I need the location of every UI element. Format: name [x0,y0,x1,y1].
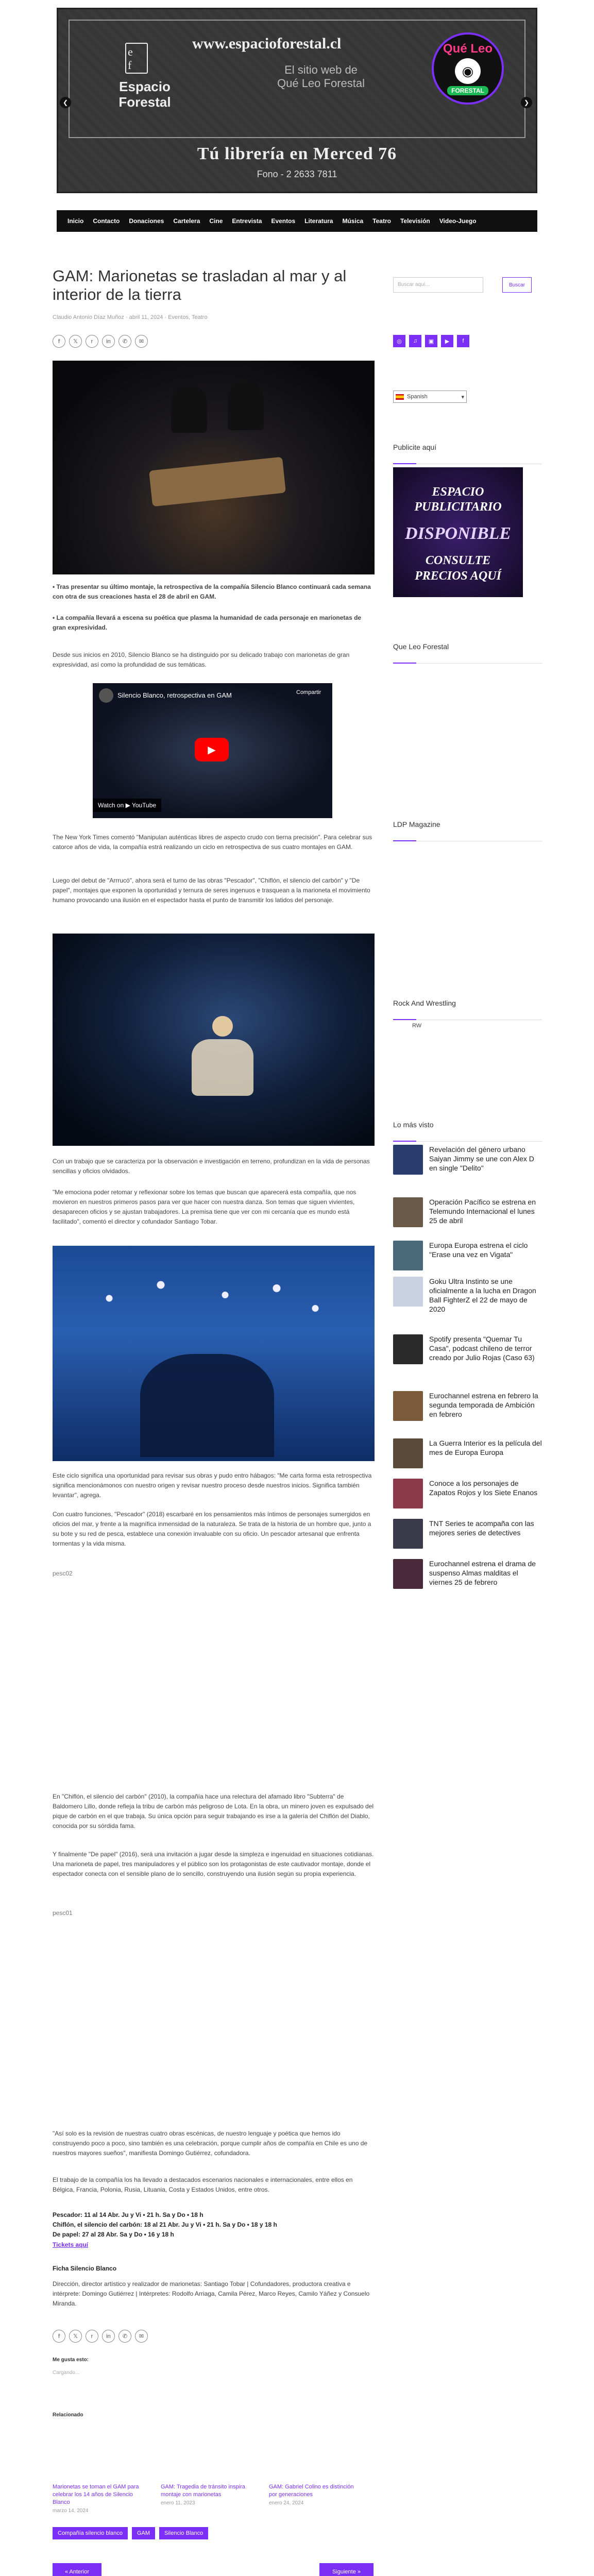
article-photo-birds [53,1246,375,1461]
banner-phone: Fono - 2 2633 7811 [257,169,337,179]
most-viewed-item[interactable] [393,1519,542,1549]
related-post-title[interactable]: Marionetas se toman el GAM para celebrar los 14 años de Silencio Blanco [53,2484,139,2505]
site-logo [114,79,176,110]
que-leo-badge [432,32,504,105]
ad-line: ESPACIO [432,485,484,499]
most-viewed-item[interactable] [393,1438,542,1468]
carousel-next-icon[interactable]: ❯ [521,97,532,108]
paragraph: Este ciclo significa una oportunidad para revisar sus obras y pudo entro hábagos: "Me carta forma esta retrospectiva significa mencionámonos con nuestro origen y revisar nuestro proceso desde nuestros inicios. Significa también levantar", agrega. [53,1472,372,1499]
whatsapp-icon[interactable]: ✆ [118,335,131,348]
previous-post-button[interactable]: « Anterior [53,2563,101,2576]
paragraph: Desde sus inicios en 2010, Silencio Blanco se ha distinguido por su delicado trabajo con marionetas de gran expresividad, así como la profundidad de sus temáticas. [53,651,350,668]
facebook-icon[interactable]: f [53,335,65,348]
post-thumbnail [393,1438,423,1468]
most-viewed-item[interactable] [393,1334,542,1364]
share-buttons-bottom [53,2330,148,2343]
ad-line: PUBLICITARIO [414,500,502,514]
post-thumbnail [393,1559,423,1589]
ad-banner[interactable] [393,467,523,597]
eye-icon: ◉ [455,58,481,84]
reddit-icon[interactable]: r [86,335,98,348]
most-viewed-item[interactable] [393,1479,542,1509]
likes-loading: Cargando... [53,2370,80,2376]
nav-item[interactable]: Entrevista [232,217,262,225]
boat-prop [149,457,286,507]
puppet-body [192,1039,253,1096]
most-viewed-item[interactable] [393,1559,542,1589]
most-viewed-item[interactable] [393,1391,542,1421]
youtube-icon[interactable]: ▶ [441,335,453,347]
post-thumbnail [393,1277,423,1307]
nav-item[interactable]: Literatura [304,217,333,225]
paragraph: "Así solo es la revisión de nuestras cuatro obras escénicas, de nuestro lenguaje y poética que hemos ido construyendo poco a poco, sino también es una celebración, porque cumplir años de compañía en Chile es uno de nuestros mayores sueños", manifiesta Domingo Gutiérrez, cofundadora. [53,2130,368,2157]
logo-line-2: Forestal [118,94,171,110]
nav-item[interactable]: Contacto [93,217,120,225]
email-icon[interactable]: ✉ [135,335,148,348]
post-thumbnail [393,1145,423,1175]
youtube-video-embed[interactable] [93,683,332,818]
post-title[interactable]: Goku Ultra Instinto se une oficialmente a la lucha en Dragon Ball FighterZ el 22 de mayo de 2020 [429,1277,536,1313]
nav-item[interactable]: Televisión [400,217,430,225]
email-icon[interactable]: ✉ [135,2330,148,2343]
facebook-icon[interactable]: f [53,2330,65,2343]
nav-item[interactable]: Teatro [372,217,391,225]
post-title[interactable]: Conoce a los personajes de Zapatos Rojos y los Siete Enanos [429,1479,538,1497]
article-title: GAM: Marionetas se trasladan al mar y al interior de la tierra [53,267,347,303]
search-placeholder: Buscar aquí... [398,282,430,287]
post-title[interactable]: Europa Europa estrena el ciclo "Erase una vez en Vigata" [429,1241,528,1259]
ad-line: DISPONIBLE [405,524,511,543]
post-thumbnail [393,1334,423,1364]
post-title[interactable]: La Guerra Interior es la película del mes de Europa Europa [429,1439,542,1456]
related-post[interactable] [269,2483,362,2506]
widget-title: Publicite aquí [393,443,542,464]
paragraph: El trabajo de la compañía los ha llevado a destacados escenarios nacionales e internacionales, entre ellos en Bélgica, Francia, Polonia, Rusia, Lituania, Costa y Estados Unidos, entre otros. [53,2176,353,2193]
banner-tagline: Tú librería en Merced 76 [197,144,397,163]
most-viewed-item[interactable] [393,1197,542,1227]
puppeteer-figure [228,381,264,430]
paragraph: Con cuatro funciones, "Pescador" (2018) escarbaré en los pensamientos más íntimos de personajes sumergidos en oficios del mar, y frente a la magnífica inmensidad de la naturaleza. Se trata de la historia de un hombre que, junto a su bote y su red de pesca, establece una conexión invaluable con su oficio. Un pescador artesanal que enfrenta tormentas y la vida misma. [53,1511,371,1547]
twitter-icon[interactable]: 𝕏 [69,335,82,348]
post-thumbnail [393,1241,423,1270]
post-title[interactable]: Eurochannel estrena el drama de suspenso Almas malditas el viernes 25 de febrero [429,1560,536,1586]
article-meta: Claudio Antonio Díaz Muñoz · abril 11, 2024 · Eventos, Teatro [53,314,208,320]
image-caption: pesc01 [53,1909,73,1917]
schedule-chiflon: Chiflón, el silencio del carbón: 18 al 21 Abr. Ju y Vi • 21 h. Sa y Do • 18 y 18 h [53,2221,277,2228]
play-icon[interactable]: ▶ [195,738,229,761]
tag-link[interactable]: Compañía silencio blanco [53,2527,128,2539]
nav-item[interactable]: Cartelera [173,217,200,225]
channel-avatar [99,688,113,703]
tag-link[interactable]: Silencio Blanco [159,2527,208,2539]
instagram-icon[interactable]: ◎ [393,335,405,347]
widget-title: LDP Magazine [393,820,542,841]
related-post-date: marzo 14, 2024 [53,2508,89,2514]
badge-title: Qué Leo [443,42,493,56]
paragraph: "Me emociona poder retomar y reflexionar sobre los temas que buscan que aparecerá esta compañía, que nos movieron en nuestros primeros pasos para ver que hacer con nuestra danza. Son temas que siguen vivientes, desaparecen oficios y se ajustan trabajadores. La premisa tiene que ver con mi cercanía que es mundo está facilitado", comentó el director y cofundador Santiago Tobar. [53,1189,357,1225]
watch-on-youtube-button[interactable]: Watch on ▶ YouTube [93,799,161,812]
reddit-icon[interactable]: r [86,2330,98,2343]
widget-title: Rock And Wrestling [393,999,542,1020]
facebook-icon[interactable]: f [457,335,469,347]
post-title[interactable]: Revelación del género urbano Saiyan Jimmy se une con Alex D en single "Delito" [429,1145,534,1172]
chevron-down-icon: ▾ [461,394,464,400]
paragraph: Luego del debut de "Arrrucó", ahora será el turno de las obras "Pescador", "Chiflón, el silencio del carbón" y "De papel", montajes que exponen la oportunidad y ternura de seres ingenuos e trasquean a la marioneta el movimiento humano provocando una ilusión en el espectador hasta el punto de transmitir los latidos del personaje. [53,877,370,904]
credits-title: Ficha Silencio Blanco [53,2265,117,2272]
badge-label: FORESTAL [447,86,488,95]
twitter-icon[interactable]: 𝕏 [69,2330,82,2343]
post-title[interactable]: Operación Pacífico se estrena en Telemundo Internacional el lunes 25 de abril [429,1198,536,1225]
ad-line: PRECIOS AQUÍ [415,569,501,583]
subtitle-line-2: Qué Leo Forestal [277,77,365,90]
post-thumbnail [393,1519,423,1549]
nav-item[interactable]: Inicio [67,217,84,225]
carousel-prev-icon[interactable]: ❮ [60,97,71,108]
related-label: Relacionado [53,2412,83,2418]
related-post-date: enero 11, 2023 [161,2500,195,2506]
banner-subtitle [264,63,378,90]
post-title[interactable]: TNT Series te acompaña con las mejores series de detectives [429,1519,534,1537]
post-thumbnail [393,1391,423,1421]
post-thumbnail [393,1197,423,1227]
nav-item[interactable]: Cine [209,217,223,225]
related-post-title[interactable]: GAM: Gabriel Colino es distinción por generaciones [269,2484,354,2498]
site-url: www.espacioforestal.cl [192,35,342,52]
logo-line-1: Espacio [119,79,171,94]
linkedin-icon[interactable]: in [102,2330,115,2343]
paragraph: The New York Times comentó "Manipulan auténticas libres de aspecto crudo con tierna precisión". Para celebrar sus catorce años de vida, la compañía estrá realizando un ciclo en retrospectiva de sus cuatro montajes en GAM. [53,834,372,851]
article-photo-puppet [53,934,375,1146]
post-thumbnail [393,1479,423,1509]
nav-item[interactable]: Donaciones [129,217,164,225]
subtitle-line-1: El sitio web de [284,63,358,76]
image-caption: pesc02 [53,1570,73,1577]
twitch-icon[interactable]: ▣ [425,335,437,347]
puppeteer-figure [171,386,207,433]
schedule-de-papel: De papel: 27 al 28 Abr. Sa y Do • 16 y 18 h [53,2231,174,2238]
post-title[interactable]: Eurochannel estrena en febrero la segunda temporada de Ambición en febrero [429,1392,538,1418]
related-post-title[interactable]: GAM: Tragedia de tránsito inspira montaje con marionetas [161,2484,245,2498]
article-hero-photo [53,361,375,574]
main-nav [57,210,537,232]
book-logo-icon: e f [125,43,148,74]
spain-flag-icon [396,394,404,400]
most-viewed-item[interactable] [393,1145,542,1175]
related-post[interactable] [53,2483,145,2514]
share-buttons [53,335,148,348]
paper-birds [83,1272,341,1338]
ad-line: CONSULTE [425,554,491,567]
tag-link[interactable]: GAM [132,2527,155,2539]
search-input[interactable] [393,277,483,293]
next-post-button[interactable]: Siguiente » [319,2563,374,2576]
header-banner[interactable] [57,8,537,193]
widget-title: Lo más visto [393,1121,542,1142]
language-value: Spanish [407,394,428,400]
widget-text: RW [412,1023,422,1029]
whatsapp-icon[interactable]: ✆ [118,2330,131,2343]
podcast-icon[interactable]: ♫ [409,335,421,347]
likes-label: Me gusta esto: [53,2357,89,2363]
paragraph: En "Chiflón, el silencio del carbón" (2010), la compañía hace una relectura del afamado libro "Subterra" de Baldomero Lillo, donde refieja la tribu de carbón más peligroso de Lota. En la obra, un minero joven es expulsado del pique de carbón en el que trabaja. Su única opción para seguir trabajando es irse a la galería del Chiflón del Diablo, conocida por su sórdida fama. [53,1793,374,1829]
linkedin-icon[interactable]: in [102,335,115,348]
post-title[interactable]: Spotify presenta "Quemar Tu Casa", podcast chileno de terror creado por Julio Rojas (Caso 63) [429,1335,535,1362]
nav-item[interactable]: Video-Juego [439,217,477,225]
paragraph: Con un trabajo que se caracteriza por la observación e investigación en terreno, profundizan en la vida de personas sencillas y oficios olvidados. [53,1158,370,1175]
schedule-pescador: Pescador: 11 al 14 Abr. Ju y Vi • 21 h. Sa y Do • 18 h [53,2211,203,2218]
nav-item[interactable]: Eventos [271,217,296,225]
paragraph: Y finalmente "De papel" (2016), será una invitación a jugar desde la simpleza e ingenuidad en situaciones cotidianas. Una marioneta de papel, tres manipuladores y el público son los protagonistas de este cautivador montaje, donde el espectador conecta con el sensible plano de lo sencillo, construyendo una ilusión según su propia experiencia. [53,1851,374,1877]
sidebar-social-icons [393,335,469,347]
widget-title: Que Leo Forestal [393,642,542,664]
tag-list [53,2527,208,2539]
credits-paragraph: Dirección, director artístico y realizador de marionetas: Santiago Tobar | Cofundadores, productora creativa e intérprete: Domingo Gutiérrez | Intérpretes: Rodolfo Arriaga, Camila Pérez, Marco Reyes, Camilo Yáñez y Consuelo Miranda. [53,2280,370,2307]
video-title: Silencio Blanco, retrospectiva en GAM [117,691,232,699]
lead-paragraph-2: • La compañía llevará a escena su poética que plasma la humanidad de cada personaje en marionetas de gran expresividad. [53,614,362,631]
language-select[interactable] [393,391,467,403]
lead-paragraph-1: • Tras presentar su último montaje, la retrospectiva de la compañía Silencio Blanco continuará cada semana con otra de sus creaciones hasta el 28 de abril en GAM. [53,583,371,600]
most-viewed-item[interactable] [393,1277,542,1314]
most-viewed-item[interactable] [393,1241,542,1270]
search-button[interactable]: Buscar [502,277,532,293]
related-post-date: enero 24, 2024 [269,2500,304,2506]
related-post[interactable] [161,2483,253,2506]
puppet-head [212,1016,233,1037]
puppeteers-silhouette [140,1354,274,1457]
tickets-link[interactable]: Tickets aquí [53,2241,89,2248]
video-share-button[interactable]: Compartir [296,689,321,696]
nav-item[interactable]: Música [342,217,364,225]
